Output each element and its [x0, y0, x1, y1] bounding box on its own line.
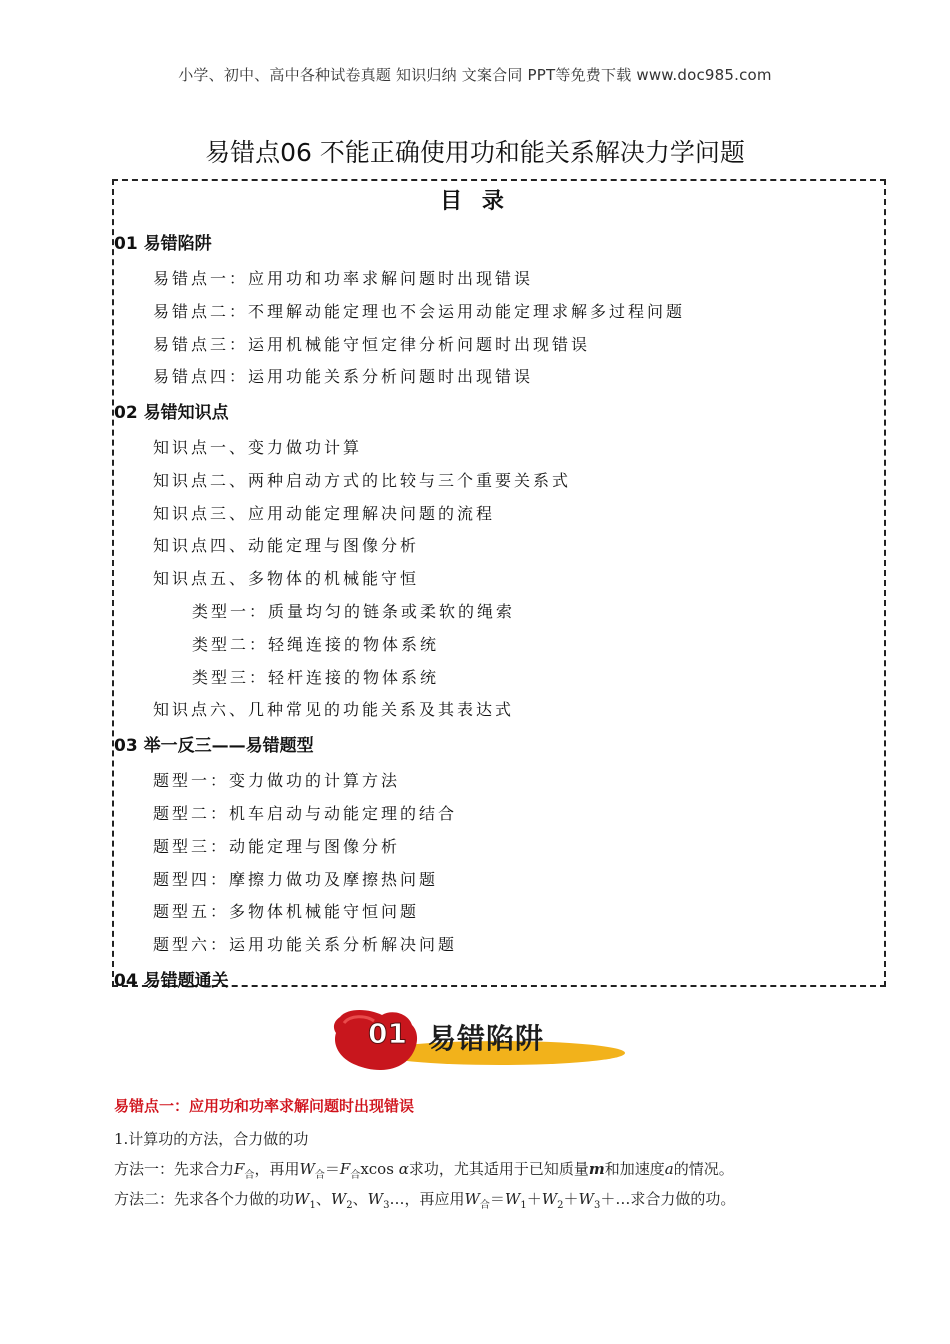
toc-item[interactable]: 知识点一、变力做功计算: [153, 438, 363, 457]
toc-heading: 目 录: [440, 189, 510, 214]
toc-item[interactable]: 知识点六、几种常见的功能关系及其表达式: [153, 700, 515, 719]
banner-title: 易错陷阱: [428, 1022, 545, 1055]
document-title: 易错点06 不能正确使用功和能关系解决力学问题: [205, 138, 745, 167]
toc-item[interactable]: 知识点二、两种启动方式的比较与三个重要关系式: [153, 471, 572, 490]
paragraph-line: 1.计算功的方法，合力做的功: [114, 1130, 309, 1148]
toc-item[interactable]: 题型一：变力做功的计算方法: [153, 771, 401, 790]
toc-item[interactable]: 知识点四、动能定理与图像分析: [153, 536, 420, 555]
toc-item[interactable]: 题型二：机车启动与动能定理的结合: [153, 804, 458, 823]
toc-section-02[interactable]: 02 易错知识点: [114, 403, 229, 423]
toc-item[interactable]: 易错点三：运用机械能守恒定律分析问题时出现错误: [153, 335, 591, 354]
toc-subitem[interactable]: 类型三：轻杆连接的物体系统: [192, 668, 440, 687]
toc-item[interactable]: 易错点二：不理解动能定理也不会运用动能定理求解多过程问题: [153, 302, 686, 321]
toc-subitem[interactable]: 类型一：质量均匀的链条或柔软的绳索: [192, 602, 516, 621]
error-point-heading: 易错点一：应用功和功率求解问题时出现错误: [114, 1097, 415, 1115]
method-two-line: 方法二：先求各个力做的功$W_1$、$W_2$、$W_3\dots$，再应用$W_合=W_1+W_2+W_3+\dots$求合力做的功。: [114, 1190, 736, 1211]
toc-item[interactable]: 知识点三、应用动能定理解决问题的流程: [153, 504, 496, 523]
toc-item[interactable]: 题型五：多物体机械能守恒问题: [153, 902, 420, 921]
toc-item[interactable]: 题型三：动能定理与图像分析: [153, 837, 401, 856]
toc-section-04[interactable]: 04 易错题通关: [114, 971, 229, 991]
toc-item[interactable]: 易错点一：应用功和功率求解问题时出现错误: [153, 269, 534, 288]
method-one-line: 方法一：先求合力$F_合$，再用$W_合=F_合xcos$ α求功，尤其适用于已知质量m和加速度a的情况。: [114, 1160, 734, 1181]
toc-subitem[interactable]: 类型二：轻绳连接的物体系统: [192, 635, 440, 654]
toc-section-03[interactable]: 03 举一反三——易错题型: [114, 736, 314, 756]
toc-item[interactable]: 易错点四：运用功能关系分析问题时出现错误: [153, 367, 534, 386]
toc-section-01[interactable]: 01 易错陷阱: [114, 234, 212, 254]
toc-item[interactable]: 题型六：运用功能关系分析解决问题: [153, 935, 458, 954]
toc-item[interactable]: 题型四：摩擦力做功及摩擦热问题: [153, 870, 439, 889]
banner-number: 01: [368, 1017, 407, 1050]
toc-item[interactable]: 知识点五、多物体的机械能守恒: [153, 569, 420, 588]
site-header: 小学、初中、高中各种试卷真题 知识归纳 文案合同 PPT等免费下载 www.doc985.com: [178, 66, 772, 84]
